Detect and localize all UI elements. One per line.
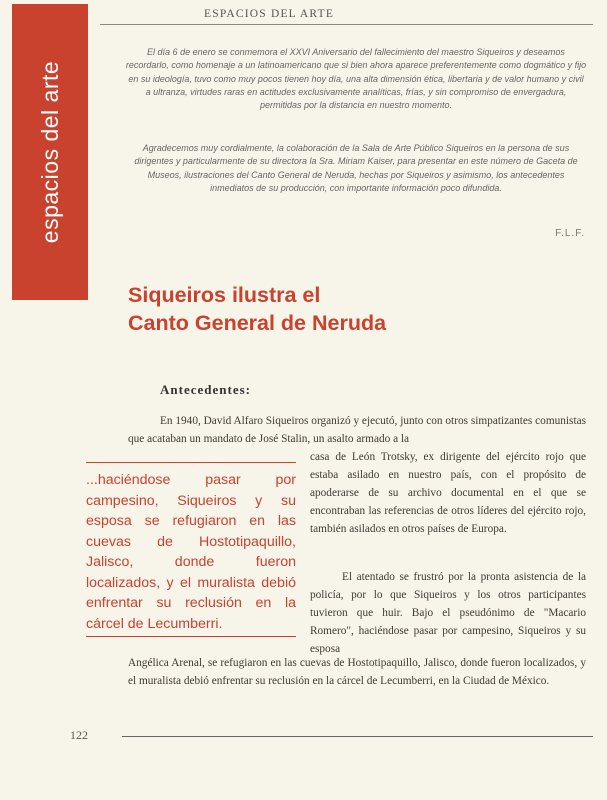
article-title (128, 281, 386, 337)
header-rule (100, 24, 593, 25)
acknowledgement-paragraph: Agradecemos muy cordialmente, la colaboración de la Sala de Arte Público Siqueiros en la persona de sus dirigentes y particularmente de su directora la Sra. Miriam Kaiser, para presentar en este número de Gaceta de Museos, ilustraciones del Canto General de Neruda, hechas por Siqueiros y asimismo, los antecedentes inmediatos de su producción, con importante información poco difundida. (134, 143, 578, 193)
pull-quote: ...haciéndose pasar por campesino, Siqueiros y su esposa se refugiaron en las cuevas de Hostotipaquillo, Jalisco, donde fueron localizados, y el muralista debió enfrentar su reclusión en la cárcel de Lecumberri. (86, 472, 296, 632)
intro-paragraph: El día 6 de enero se conmemora el XXVI Aniversario del fallecimiento del maestro Siqueiros y deseamos recordarlo, como homenaje a un latinoamericano que si bien ahora aparece preferentemente como dogmático y fijo en su ideología, tuvo como muy pocos tienen hoy día, una alta dimensión ética, libertaria y de valor humano y civil a ultranza, virtudes raras en actitudes exclusivamente analíticas, frías, y sin compromiso de envergadura, permitidas por la distancia en nuestro momento. (125, 47, 587, 111)
signature-initials: F.L.F. (555, 228, 585, 239)
body-paragraph-1: En 1940, David Alfaro Siqueiros organizó y ejecutó, junto con otros simpatizantes comunistas que acataban un mandato de José Stalin, un asalto armado a la (128, 415, 586, 445)
body-paragraph-1-continued: casa de León Trotsky, ex dirigente del ejército rojo que estaba asilado en nuestro país, con el propósito de apoderarse de su archivo documental en el que se encontraban las referencias de otros líderes del ejército rojo, también asilados en otros países de Europa. (310, 451, 586, 535)
side-tab-label: espacios del arte (37, 60, 63, 244)
section-subhead: Antecedentes: (160, 382, 251, 397)
body-paragraph-2-continued: Angélica Arenal, se refugiaron en las cuevas de Hostotipaquillo, Jalisco, donde fueron localizados, y el muralista debió enfrentar su reclusión en la cárcel de Lecumberri, en la Ciudad de México. (128, 657, 586, 687)
pull-quote-rule-top (86, 462, 296, 463)
section-side-tab (12, 4, 88, 300)
footer-rule (122, 736, 593, 737)
body-paragraph-2: El atentado se frustró por la pronta asistencia de la policía, por lo que Siqueiros y los otros participantes tuvieron que huir. Bajo el pseudónimo de "Macario Romero", haciéndose pasar por campesino, Siqueiros y su esposa (310, 571, 586, 655)
section-header: ESPACIOS DEL ARTE (204, 8, 335, 20)
page-number: 122 (70, 728, 88, 742)
title-line-1: Siqueiros ilustra el (128, 283, 321, 307)
title-line-2: Canto General de Neruda (128, 311, 387, 335)
pull-quote-rule-bottom (86, 636, 296, 637)
